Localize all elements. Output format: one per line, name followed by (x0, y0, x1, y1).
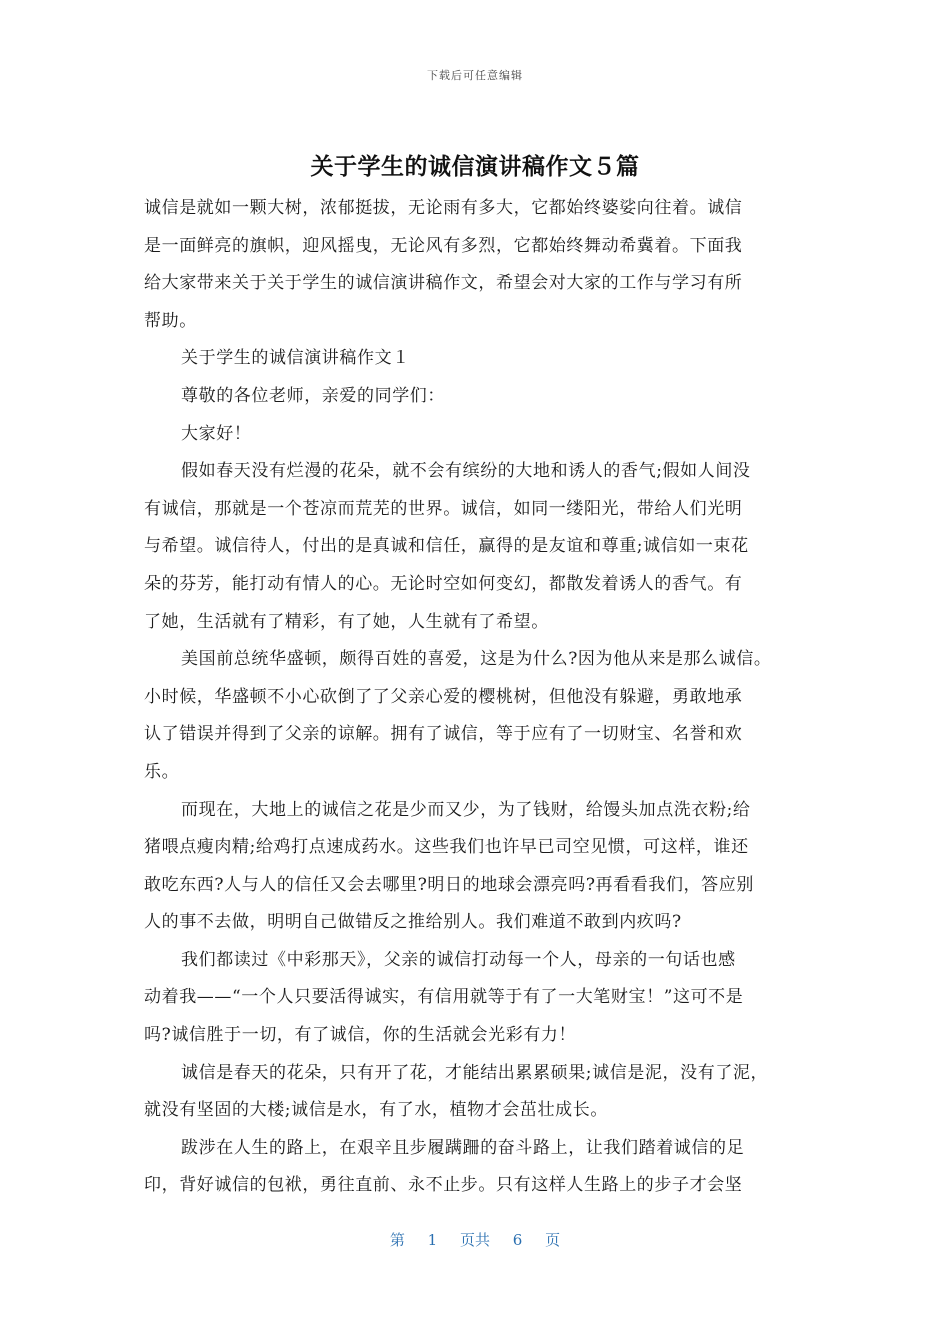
text-line: 敢吃东西?人与人的信任又会去哪里?明日的地球会漂亮吗?再看看我们，答应别 (144, 874, 754, 895)
text-line: 给大家带来关于关于学生的诚信演讲稿作文，希望会对大家的工作与学习有所 (144, 273, 743, 294)
text-line: 尊敬的各位老师，亲爱的同学们： (181, 385, 445, 406)
text-line: 吗?诚信胜于一切，有了诚信，你的生活就会光彩有力！ (144, 1025, 577, 1046)
text-line: 人的事不去做，明明自己做错反之推给别人。我们难道不敢到内疚吗? (144, 912, 682, 933)
text-line: 动着我——“一个人只要活得诚实，有信用就等于有了一大笔财宝！”这可不是 (144, 987, 744, 1008)
page-total: 6 (512, 1231, 523, 1249)
text-line: 诚信是就如一颗大树，浓郁挺拔，无论雨有多大，它都始终婆娑向往着。诚信 (144, 198, 743, 218)
text-line: 诚信是春天的花朵，只有开了花，才能结出累累硕果;诚信是泥，没有了泥， (181, 1062, 769, 1083)
document-body (144, 190, 816, 1205)
page-prefix: 第 (389, 1231, 405, 1249)
text-line: 我们都读过《中彩那天》，父亲的诚信打动每一个人，母亲的一句话也感 (181, 949, 736, 970)
text-line: 猪喂点瘦肉精;给鸡打点速成药水。这些我们也许早已司空见惯，可这样，谁还 (144, 837, 749, 858)
text-line: 帮助。 (144, 310, 197, 331)
page-middle: 页共 (459, 1231, 490, 1249)
text-line: 朵的芬芳，能打动有情人的心。无论时空如何变幻，都散发着诱人的香气。有 (144, 573, 743, 594)
text-line: 了她，生活就有了精彩，有了她，人生就有了希望。 (144, 611, 549, 632)
page-current: 1 (427, 1231, 438, 1249)
text-line: 有诚信，那就是一个苍凉而荒芜的世界。诚信，如同一缕阳光，带给人们光明 (144, 498, 743, 519)
text-line: 小时候，华盛顿不小心砍倒了了父亲心爱的樱桃树，但他没有躲避，勇敢地承 (144, 686, 743, 707)
text-line: 认了错误并得到了父亲的谅解。拥有了诚信，等于应有了一切财宝、名誉和欢 (144, 724, 743, 745)
document-title: 关于学生的诚信演讲稿作文５篇 (310, 154, 640, 180)
text-line: 跋涉在人生的路上，在艰辛且步履蹒跚的奋斗路上，让我们踏着诚信的足 (181, 1137, 745, 1158)
text-line: 而现在，大地上的诚信之花是少而又少，为了钱财，给馒头加点洗衣粉;给 (181, 799, 751, 820)
text-line: 就没有坚固的大楼;诚信是水，有了水，植物才会茁壮成长。 (144, 1100, 608, 1121)
text-line: 大家好！ (181, 423, 252, 444)
text-line: 关于学生的诚信演讲稿作文１ (181, 348, 410, 369)
text-line: 是一面鲜亮的旗帜，迎风摇曳，无论风有多烈，它都始终舞动希冀着。下面我 (144, 235, 743, 256)
text-line: 印，背好诚信的包袱，勇往直前、永不止步。只有这样人生路上的步子才会坚 (144, 1175, 743, 1196)
text-line: 与希望。诚信待人，付出的是真诚和信任，赢得的是友谊和尊重;诚信如一束花 (144, 536, 749, 557)
page-suffix: 页 (545, 1231, 561, 1249)
text-line: 假如春天没有烂漫的花朵，就不会有缤纷的大地和诱人的香气;假如人间没 (181, 461, 751, 482)
header-note: 下载后可任意编辑 (427, 69, 523, 82)
text-line: 美国前总统华盛顿，颇得百姓的喜爱，这是为什么?因为他从来是那么诚信。 (181, 649, 772, 670)
text-line: 乐。 (144, 761, 180, 782)
page-number-footer (0, 1229, 950, 1250)
